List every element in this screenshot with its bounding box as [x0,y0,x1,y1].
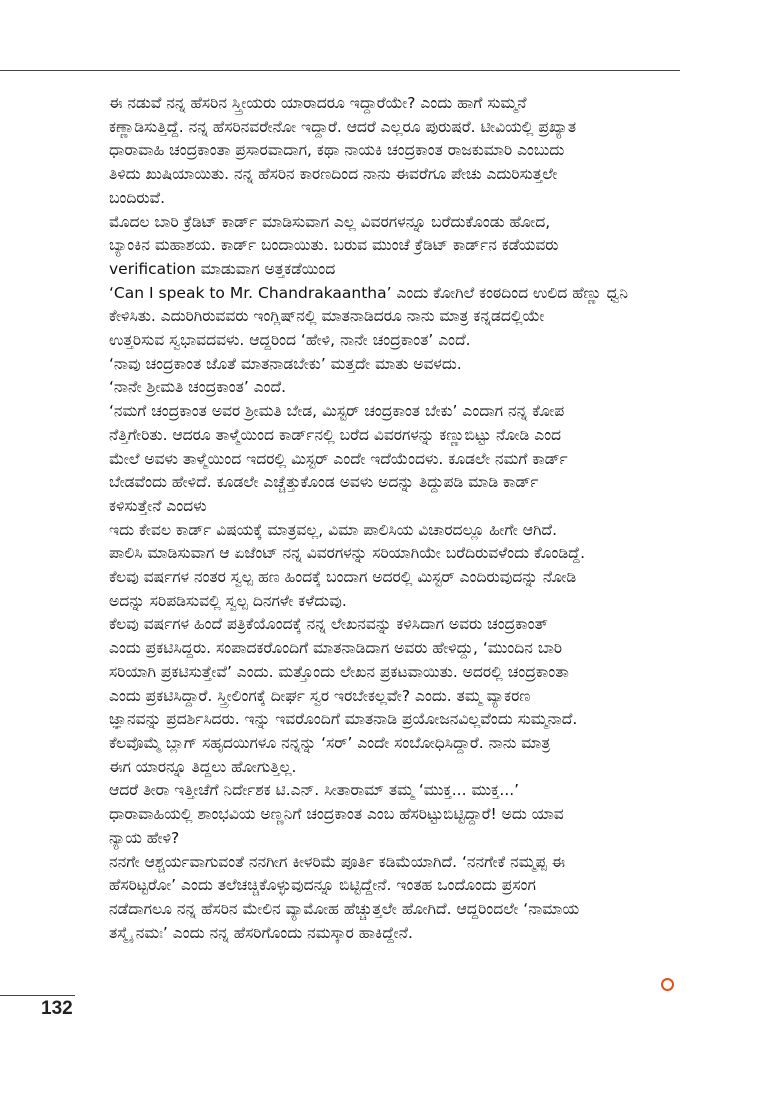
text-line: ‘ನಾನೇ ಶ್ರೀಮತಿ ಚಂದ್ರಕಾಂತ’ ಎಂದೆ. [109,378,287,397]
paragraph [89,779,669,850]
text-line: ಪಾಲಿಸಿ ಮಾಡಿಸುವಾಗ ಆ ಏಜೆಂಟ್ ನನ್ನ ವಿವರಗಳನ್ನು ಸರಿಯಾಗಿಯೇ ಬರೆದಿರುವಳೆಂದು ಕೊಂಡಿದ್ದೆ. [109,544,586,563]
top-rule [0,70,680,71]
text-line: ಧಾರಾವಾಹಿ ಚಂದ್ರಕಾಂತಾ ಪ್ರಸಾರವಾದಾಗ, ಕಥಾ ನಾಯಕಿ ಚಂದ್ರಕಾಂತ ರಾಜಕುಮಾರಿ ಎಂಬುದು [109,141,565,160]
ring-end-mark-icon [661,978,674,991]
footer-rule [0,995,75,996]
article-body [89,92,669,945]
paragraph [89,851,669,946]
text-line: ನಡೆದಾಗಲೂ ನನ್ನ ಹೆಸರಿನ ಮೇಲಿನ ವ್ಯಾಮೋಹ ಹೆಚ್ಚುತ್ತಲೇ ಹೋಗಿದೆ. ಆದ್ದರಿಂದಲೇ ‘ನಾಮಾಯ [109,899,580,918]
text-line: ಎಂದು ಪ್ರಕಟಿಸಿದ್ದರು. ಸಂಪಾದಕರೊಂದಿಗೆ ಮಾತನಾಡಿದಾಗ ಅವರು ಹೇಳಿದ್ದು, ‘ಮುಂದಿನ ಬಾರಿ [109,639,563,658]
text-line: ‘ನಾವು ಚಂದ್ರಕಾಂತ ಜೊತೆ ಮಾತನಾಡಬೇಕು’ ಮತ್ತದೇ ಮಾತು ಅವಳದು. [109,354,462,373]
paragraph [89,519,669,614]
text-line: ಧಾರಾವಾಹಿಯಲ್ಲಿ ಶಾಂಭವಿಯ ಅಣ್ಣನಿಗೆ ಚಂದ್ರಕಾಂತ ಎಂಬ ಹೆಸರಿಟ್ಟುಬಿಟ್ಟಿದ್ದಾರೆ! ಅದು ಯಾವ [109,805,564,824]
text-line: ಮೇಲೆ ಅವಳು ತಾಳ್ಮೆಯಿಂದ ಇದರಲ್ಲಿ ಮಿಸ್ಟರ್ ಎಂದೇ ಇದೆಯೆಂದಳು. ಕೂಡಲೇ ನಮಗೆ ಕಾರ್ಡ್ [109,449,568,468]
text-line: verification ಮಾಡುವಾಗ ಅತ್ತಕಡೆಯಿಂದ [109,259,336,278]
paragraph [89,613,669,732]
text-line: ಆದರೆ ತೀರಾ ಇತ್ತೀಚೆಗೆ ನಿರ್ದೇಶಕ ಟಿ.ಎನ್. ಸೀತಾರಾಮ್ ತಮ್ಮ ‘ಮುಕ್ತ... ಮುಕ್ತ...’ [109,781,520,800]
text-line: ಕೆಲವೊಮ್ಮೆ ಬ್ಲಾಗ್ ಸಹೃದಯಿಗಳೂ ನನ್ನನ್ನು ‘ಸರ್’ ಎಂದೇ ಸಂಬೋಧಿಸಿದ್ದಾರೆ. ನಾನು ಮಾತ್ರ [109,733,551,752]
text-line: ಬಂದಿರುವೆ. [109,188,165,207]
paragraph [89,353,669,377]
text-line: ಕಣ್ಣಾಡಿಸುತ್ತಿದ್ದೆ. ನನ್ನ ಹೆಸರಿನವರೇನೋ ಇದ್ದಾರೆ. ಆದರೆ ಎಲ್ಲರೂ ಪುರುಷರೆ. ಟೀವಿಯಲ್ಲಿ ಪ್ರಖ್ಯಾತ [109,117,577,136]
paragraph [89,400,669,519]
text-line: ತಿಳಿದು ಖುಷಿಯಾಯಿತು. ನನ್ನ ಹೆಸರಿನ ಕಾರಣದಿಂದ ನಾನು ಈವರೆಗೂ ಪೇಚು ಎದುರಿಸುತ್ತಲೇ [109,165,558,184]
paragraph [89,732,669,779]
text-line: ಸರಿಯಾಗಿ ಪ್ರಕಟಿಸುತ್ತೇವೆ’ ಎಂದು. ಮತ್ತೊಂದು ಲೇಖನ ಪ್ರಕಟವಾಯಿತು. ಅದರಲ್ಲಿ ಚಂದ್ರಕಾಂತಾ [109,662,569,681]
text-line: ಕೆಲವು ವರ್ಷಗಳ ನಂತರ ಸ್ವಲ್ಪ ಹಣ ಹಿಂದಕ್ಕೆ ಬಂದಾಗ ಅದರಲ್ಲಿ ಮಿಸ್ಟರ್ ಎಂದಿರುವುದನ್ನು ನೋಡಿ [109,568,577,587]
page-number: 132 [41,998,73,1019]
text-line: ಉತ್ತರಿಸುವ ಸ್ವಭಾವದವಳು. ಆದ್ದರಿಂದ ‘ಹೇಳಿ, ನಾನೇ ಚಂದ್ರಕಾಂತ’ ಎಂದೆ. [109,331,471,350]
text-line: ಅದನ್ನು ಸರಿಪಡಿಸುವಲ್ಲಿ ಸ್ವಲ್ಪ ದಿನಗಳೇ ಕಳೆದುವು. [109,591,347,610]
text-line: ಕೆಲವು ವರ್ಷಗಳ ಹಿಂದೆ ಪತ್ರಿಕೆಯೊಂದಕ್ಕೆ ನನ್ನ ಲೇಖನವನ್ನು ಕಳಿಸಿದಾಗ ಅವರು ಚಂದ್ರಕಾಂತ್ [109,615,548,634]
paragraph [89,282,669,353]
text-line: ಕಳಿಸುತ್ತೇನೆ ಎಂದಳು [109,496,207,515]
text-line: ಈ ನಡುವೆ ನನ್ನ ಹೆಸರಿನ ಸ್ತ್ರೀಯರು ಯಾರಾದರೂ ಇದ್ದಾರೆಯೇ? ಎಂದು ಹಾಗೆ ಸುಮ್ಮನೆ [109,94,527,112]
text-line: ಈಗ ಯಾರನ್ನೂ ತಿದ್ದಲು ಹೋಗುತ್ತಿಲ್ಲ. [109,757,297,776]
text-line: ಕೇಳಿಸಿತು. ಎದುರಿಗಿರುವವರು ಇಂಗ್ಲಿಷ್‌ನಲ್ಲಿ ಮಾತನಾಡಿದರೂ ನಾನು ಮಾತ್ರ ಕನ್ನಡದಲ್ಲಿಯೇ [109,307,545,326]
text-line: ಬ್ಯಾಂಕಿನ ಮಹಾಶಯ. ಕಾರ್ಡ್ ಬಂದಾಯಿತು. ಬರುವ ಮುಂಚೆ ಕ್ರೆಡಿಟ್ ಕಾರ್ಡ್‌ನ ಕಡೆಯವರು [109,236,559,255]
text-line: ಮೊದಲ ಬಾರಿ ಕ್ರೆಡಿಟ್ ಕಾರ್ಡ್ ಮಾಡಿಸುವಾಗ ಎಲ್ಲ ವಿವರಗಳನ್ನೂ ಬರೆದುಕೊಂಡು ಹೋದ, [109,212,551,231]
text-line: ನ್ಯಾಯ ಹೇಳಿ? [109,828,180,847]
paragraph [89,211,669,282]
paragraph [89,92,669,211]
text-line: ‘Can I speak to Mr. Chandrakaantha’ ಎಂದು ಕೋಗಿಲೆ ಕಂಠದಿಂದ ಉಲಿದ ಹೆಣ್ಣು ಧ್ವನಿ [109,283,628,302]
text-line: ಇದು ಕೇವಲ ಕಾರ್ಡ್ ವಿಷಯಕ್ಕೆ ಮಾತ್ರವಲ್ಲ, ವಿಮಾ ಪಾಲಿಸಿಯ ವಿಚಾರದಲ್ಲೂ ಹೀಗೇ ಆಗಿದೆ. [109,520,558,539]
text-line: ನನಗೇ ಆಶ್ಚರ್ಯವಾಗುವಂತೆ ನನಗೀಗ ಕೀಳರಿಮೆ ಪೂರ್ತಿ ಕಡಿಮೆಯಾಗಿದೆ. ‘ನನಗೇಕೆ ನಮ್ಮಪ್ಪ ಈ [109,852,566,871]
text-line: ಎಂದು ಪ್ರಕಟಿಸಿದ್ದಾರೆ. ಸ್ತ್ರೀಲಿಂಗಕ್ಕೆ ದೀರ್ಘ ಸ್ವರ ಇರಬೇಕಲ್ಲವೇ? ಎಂದು. ತಮ್ಮ ವ್ಯಾಕರಣ [109,686,531,705]
text-line: ಹೆಸರಿಟ್ಟರೋ’ ಎಂದು ತಲೆಚಚ್ಚಿಕೊಳ್ಳುವುದನ್ನೂ ಬಿಟ್ಟಿದ್ದೇನೆ. ಇಂತಹ ಒಂದೊಂದು ಪ್ರಸಂಗ [109,876,536,895]
paragraph [89,376,669,400]
text-line: ‘ನಮಗೆ ಚಂದ್ರಕಾಂತ ಅವರ ಶ್ರೀಮತಿ ಬೇಡ, ಮಿಸ್ಟರ್ ಚಂದ್ರಕಾಂತ ಬೇಕು’ ಎಂದಾಗ ನನ್ನ ಕೋಪ [109,402,565,421]
text-line: ನೆತ್ತಿಗೇರಿತು. ಆದರೂ ತಾಳ್ಮೆಯಿಂದ ಕಾರ್ಡ್‌ನಲ್ಲಿ ಬರೆದ ವಿವರಗಳನ್ನು ಕಣ್ಣುಬಿಟ್ಟು ನೋಡಿ ಎಂದ [109,425,562,444]
text-line: ಜ್ಞಾನವನ್ನು ಪ್ರದರ್ಶಿಸಿದರು. ಇನ್ನು ಇವರೊಂದಿಗೆ ಮಾತನಾಡಿ ಪ್ರಯೋಜನವಿಲ್ಲವೆಂದು ಸುಮ್ಮನಾದೆ. [109,710,578,729]
text-line: ಬೇಡವೆಂದು ಹೇಳಿದೆ. ಕೂಡಲೇ ಎಚ್ಚೆತ್ತುಕೊಂಡ ಅವಳು ಅದನ್ನು ತಿದ್ದುಪಡಿ ಮಾಡಿ ಕಾರ್ಡ್ [109,473,539,492]
text-line: ತಸ್ಮೈ ನಮಃ’ ಎಂದು ನನ್ನ ಹೆಸರಿಗೊಂದು ನಮಸ್ಕಾರ ಹಾಕಿದ್ದೇನೆ. [109,923,413,942]
